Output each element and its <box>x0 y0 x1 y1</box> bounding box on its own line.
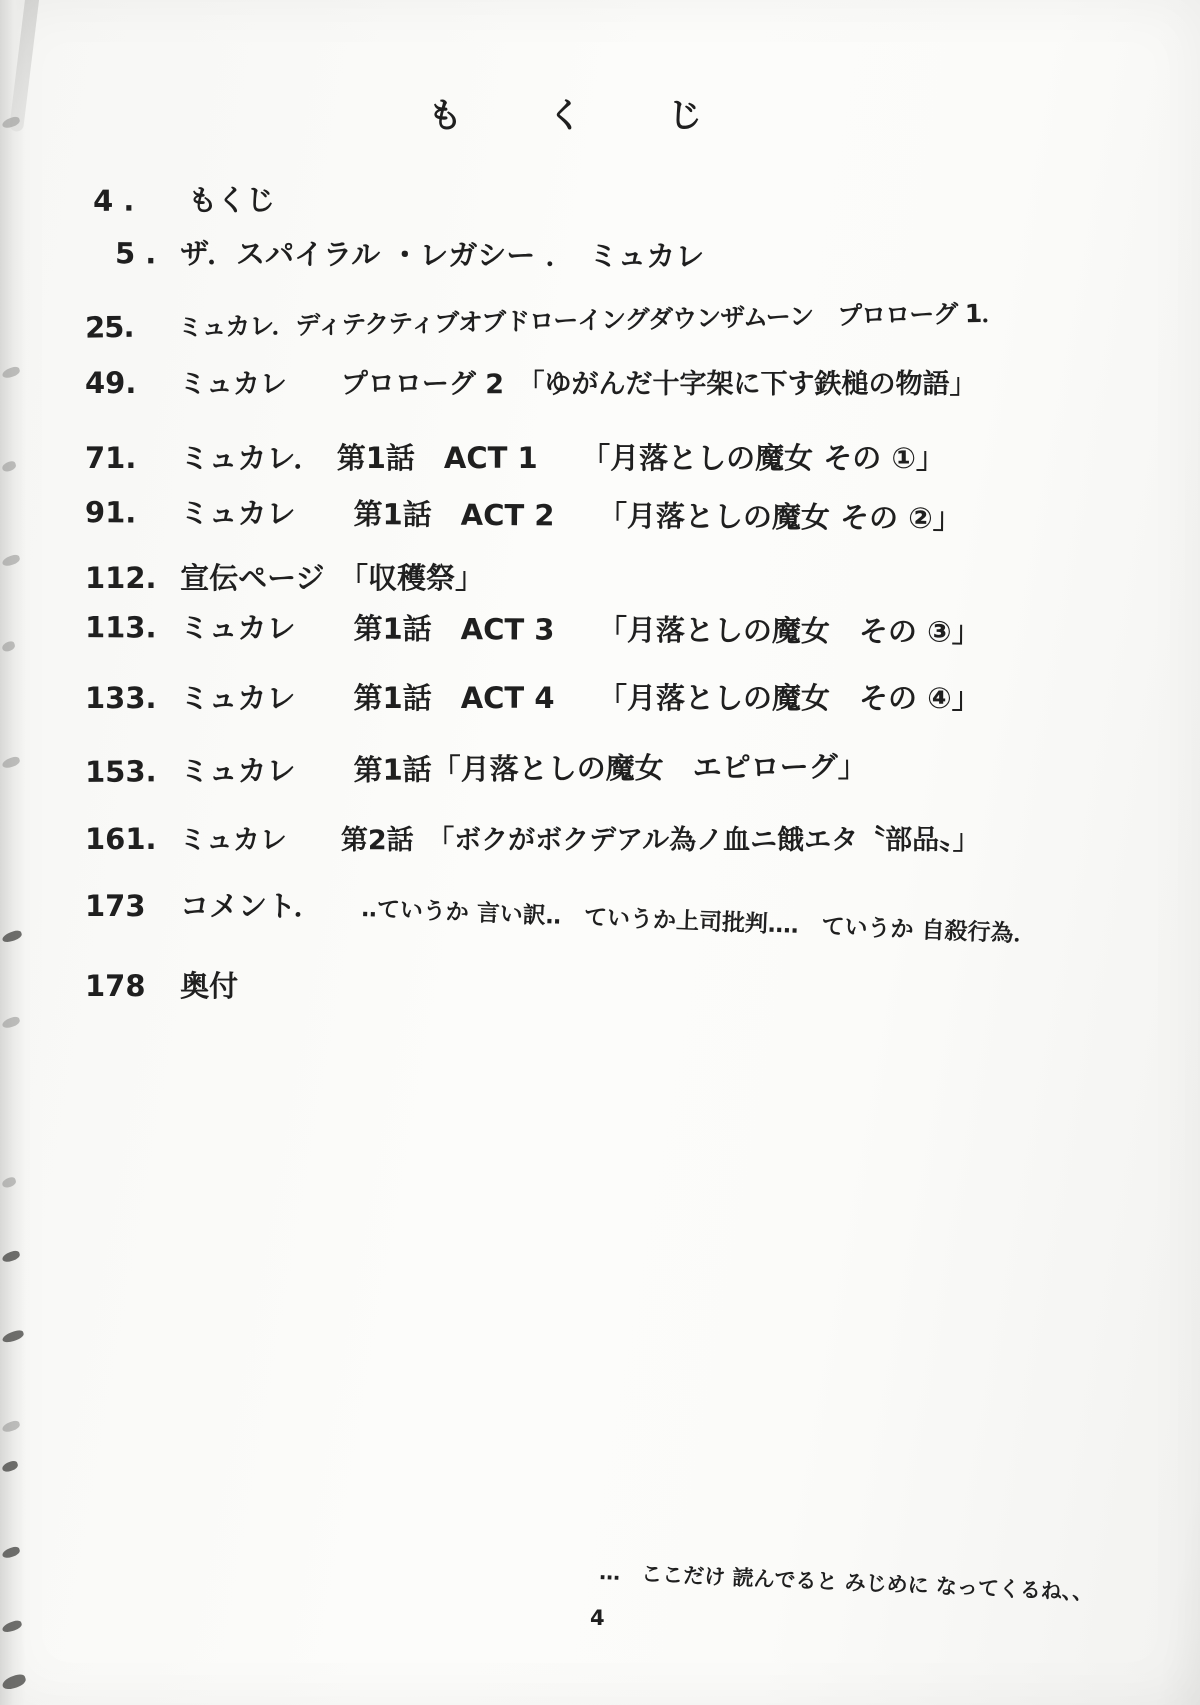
toc-entry <box>85 490 1185 539</box>
toc-entry-title: ミュカレ 第1話 ACT 2 「月落としの魔女 その ②」 <box>179 495 962 536</box>
page-title: も く じ <box>428 96 728 136</box>
toc-entry-pagenum: 173 <box>85 889 146 923</box>
toc-entry-pagenum: 5 . <box>114 236 157 271</box>
toc-entry <box>85 676 1185 717</box>
toc-entry-pagenum: 112. <box>85 561 157 595</box>
toc-entry <box>85 605 1185 652</box>
toc-entry <box>85 964 1185 1005</box>
toc-entry-pagenum: 49. <box>85 366 137 400</box>
toc-entry-pagenum: 4 . <box>92 183 135 218</box>
toc-entry <box>85 362 1185 401</box>
toc-entry-title: 宣伝ページ 「収穫祭」 <box>180 561 485 595</box>
margin-note: … ここだけ 読んでると みじめに なってくるね、、 <box>598 1559 1094 1605</box>
toc-entry-pagenum: 153. <box>84 754 157 789</box>
toc-entry-title: ミュカレ 第1話「月落としの魔女 エピローグ」 <box>180 749 867 789</box>
toc-entry-pagenum: 71. <box>85 441 137 475</box>
toc-entry-pagenum: 161. <box>85 822 157 856</box>
toc-entry <box>85 884 1185 948</box>
toc-entry-pagenum: 91. <box>84 495 137 530</box>
toc-entry-subnote: ‥ていうか 言い訳‥ ていうか上司批判‥‥ ていうか 自殺行為． <box>360 896 1037 948</box>
toc-entry <box>85 173 1185 220</box>
toc-entry <box>85 818 1185 857</box>
toc-entry-pagenum: 113. <box>84 610 157 645</box>
toc-entry-pagenum: 178 <box>85 969 146 1003</box>
toc-entry-title: コメント． <box>180 889 323 923</box>
toc-entry-pagenum: 133. <box>85 681 157 715</box>
toc-entry <box>85 436 1185 477</box>
toc-entry <box>85 556 1185 597</box>
toc-entry-title: もくじ <box>188 182 276 218</box>
toc-entry-title: ミュカレ プロローグ 2 「ゆがんだ十字架に下す鉄槌の物語」 <box>179 369 977 400</box>
toc-entry-title: ザ．スパイラル ・レガシー ． ミュカレ <box>180 236 705 274</box>
toc-entry-title: 奥付 <box>180 969 239 1003</box>
page-number: 4 <box>590 1606 605 1630</box>
toc-entry-title: ミュカレ 第2話 「ボクがボクデアル為ノ血ニ餓エタ〝部品〟」 <box>179 825 980 856</box>
binding-edge <box>0 0 26 1705</box>
toc-entry-title: ミュカレ． 第1話 ACT 1 「月落としの魔女 その ①」 <box>180 441 945 475</box>
toc-entry-pagenum: 25. <box>84 309 134 345</box>
toc-entry <box>85 290 1185 345</box>
toc-entry-title: ミュカレ 第1話 ACT 3 「月落としの魔女 その ③」 <box>180 610 981 649</box>
toc-entry <box>85 231 1185 278</box>
toc-entry-title: ミュカレ 第1話 ACT 4 「月落としの魔女 その ④」 <box>180 681 981 715</box>
toc-entry <box>85 742 1185 791</box>
toc-entry-title: ミュカレ．ディテクティブオブドローイングダウンザムーン プロローグ 1． <box>177 298 1006 342</box>
